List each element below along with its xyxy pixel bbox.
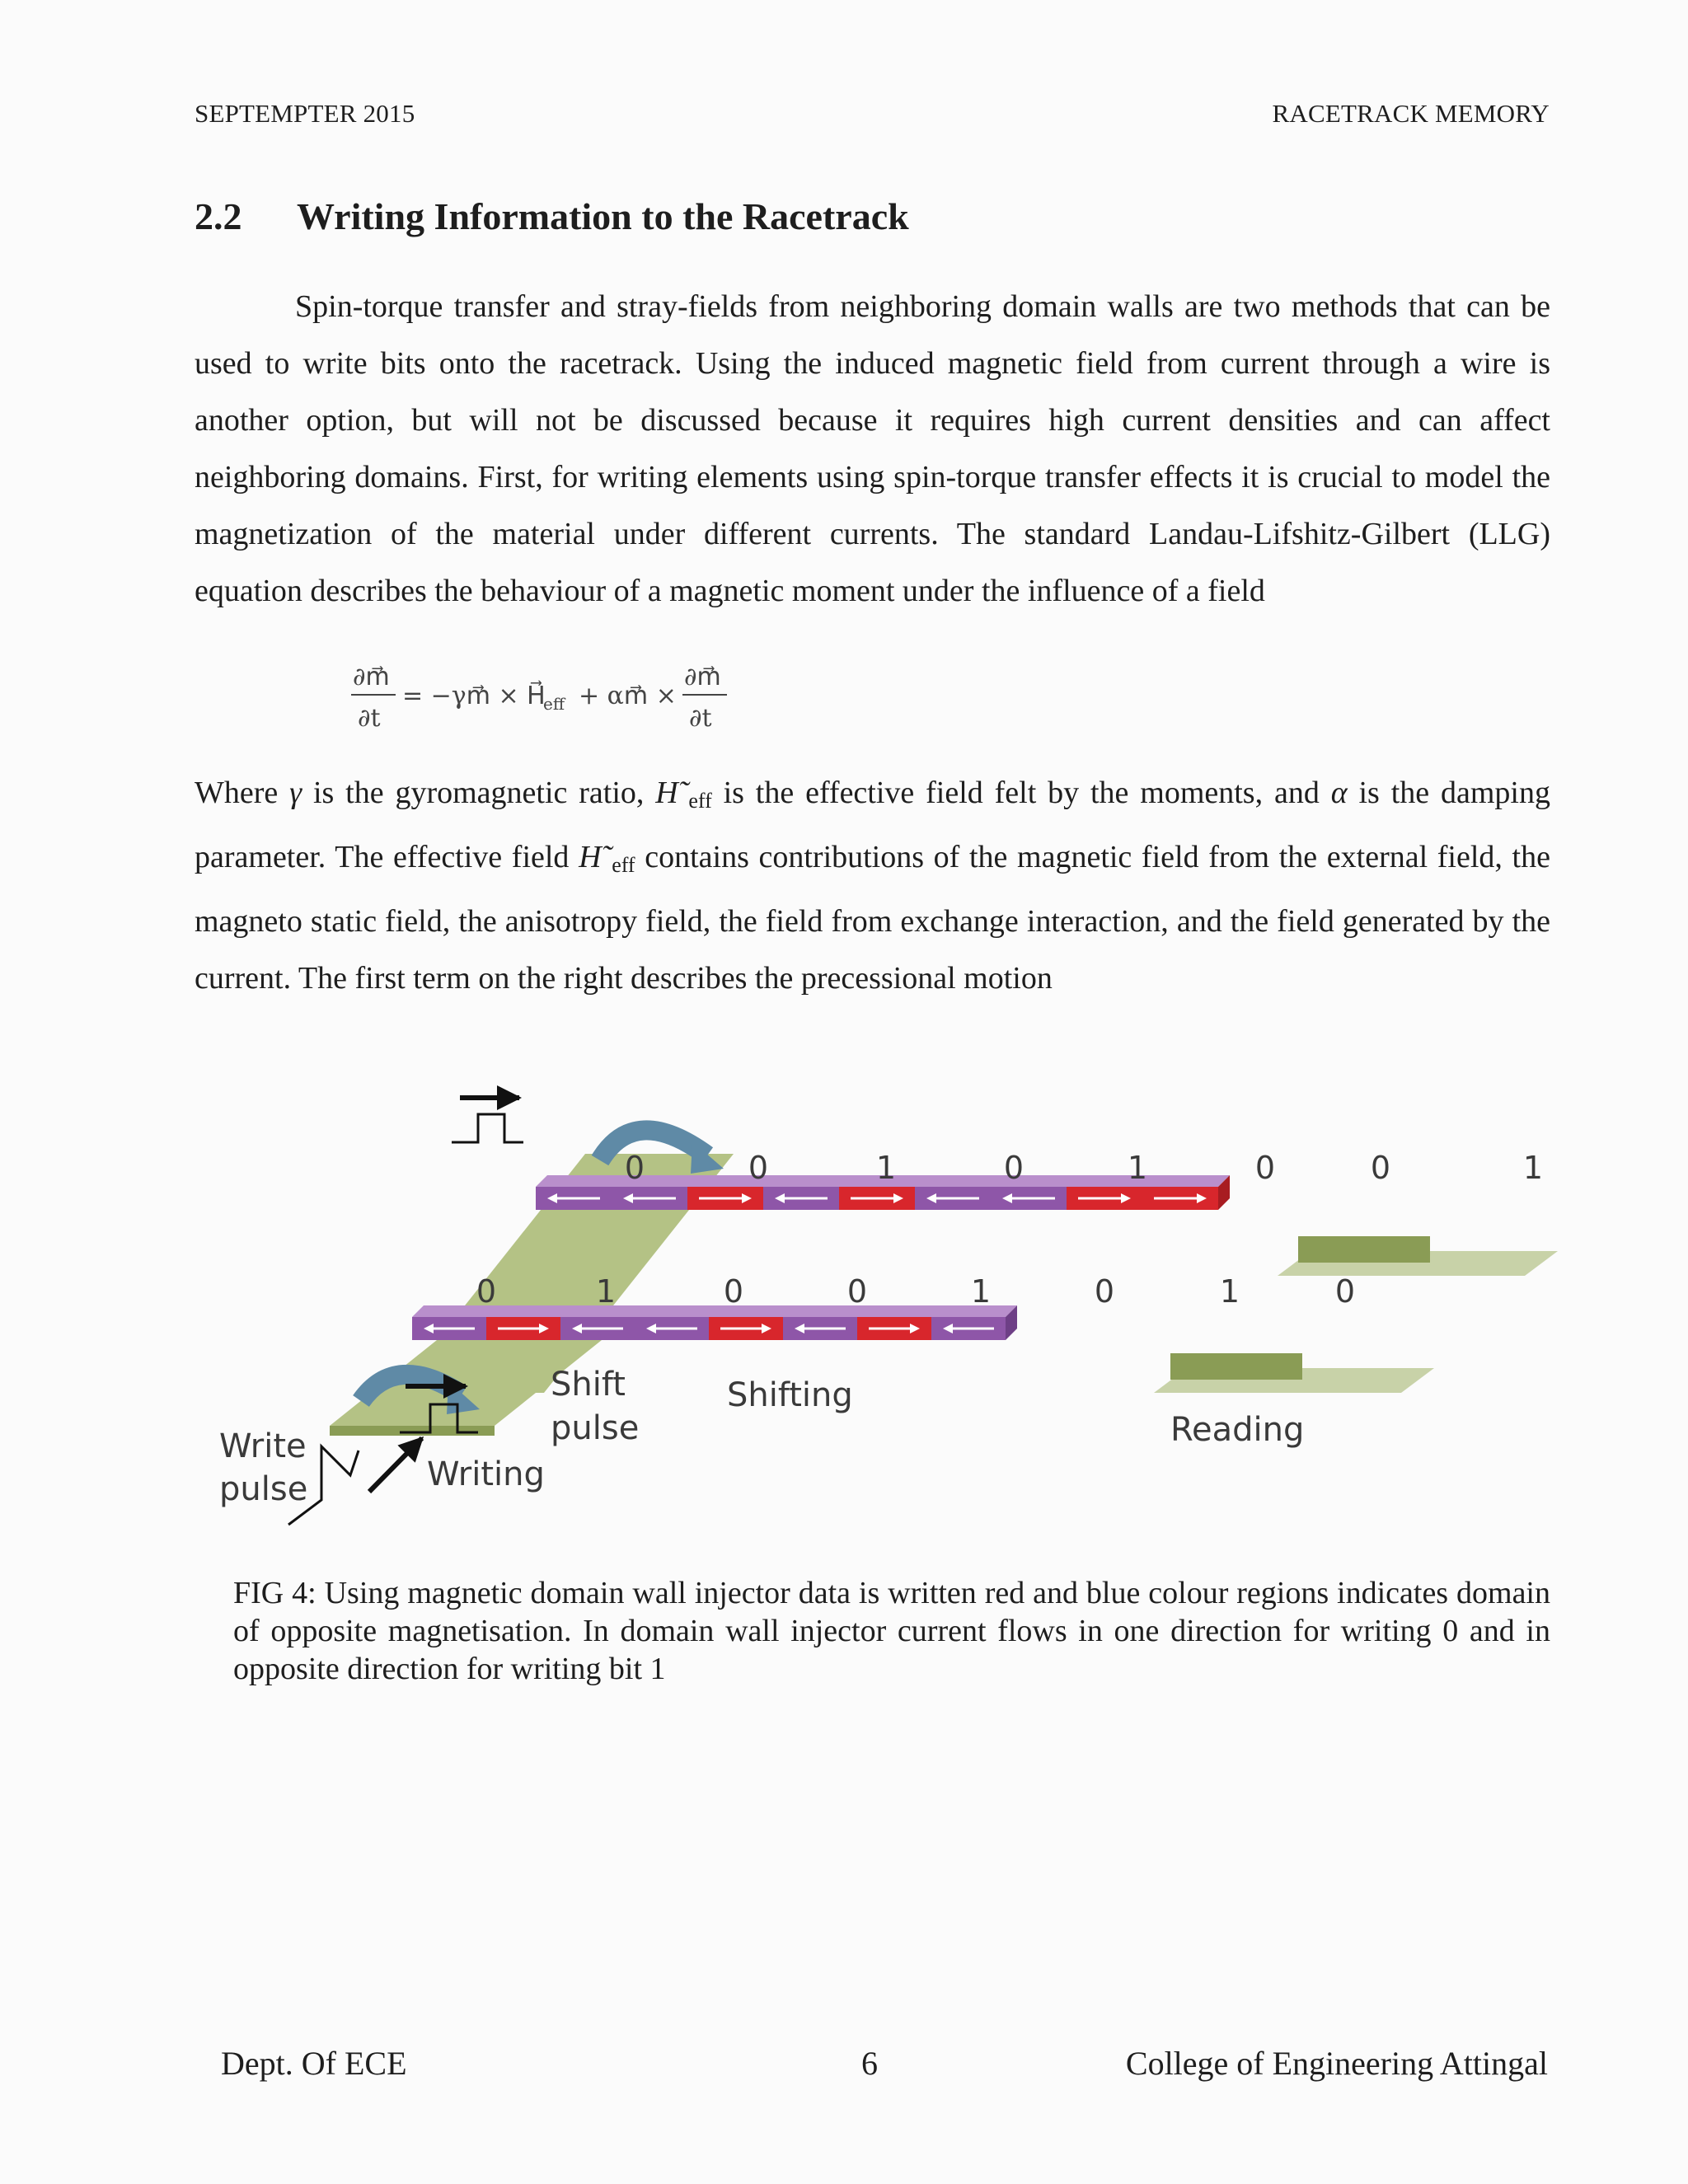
- bottom-injector-pad-edge: [330, 1426, 495, 1436]
- bottom-bit-label: 1: [970, 1273, 992, 1310]
- top-shift-pulse-icon: [452, 1114, 523, 1142]
- running-header-date: SEPTEMPTER 2015: [195, 99, 415, 128]
- section-heading: [195, 194, 909, 238]
- bottom-bit-label: 0: [476, 1273, 497, 1310]
- h-eff-symbol: H˜: [655, 776, 689, 810]
- running-header-title: RACETRACK MEMORY: [1272, 99, 1550, 128]
- bottom-bit-label: 0: [1094, 1273, 1115, 1310]
- eq-rhs-numerator: ∂m⃗: [684, 663, 721, 691]
- bottom-bit-label: 1: [1219, 1273, 1240, 1310]
- shift-pulse-label: pulse: [551, 1409, 640, 1447]
- page-number: 6: [861, 2045, 878, 2082]
- bottom-read-head: [1170, 1353, 1302, 1380]
- paragraph-effective-field: Where γ is the gyromagnetic ratio, $H˜_{eff}$ is the effective field felt by the moments, and α is the damping parameter. The effective field $H˜_{eff}$ contains contributions of the magnetic field from the external field, the magneto static field, the anisotropy field, the field from exchange interaction, and the field generated by the current. The first term on the right describes the precessional motion: [195, 776, 1550, 996]
- top-bit-label: 1: [1127, 1150, 1148, 1186]
- alpha-symbol: α: [1330, 776, 1348, 810]
- write-label: Write: [219, 1427, 307, 1465]
- top-bit-label: 0: [1370, 1150, 1391, 1186]
- paragraph-llg-intro: Spin-torque transfer and stray-fields from neighboring domain walls are two methods that can be used to write bits onto the racetrack. Using the induced magnetic field from current through a wire is another option, but will not be discussed because it requires high current densities and can affect neighboring domains. First, for writing elements using spin-torque transfer effects it is crucial to model the magnetization of the material under different currents. The standard Landau-Lifshitz-Gilbert (LLG) equation describes the behaviour of a magnetic moment under the influence of a field: [195, 289, 1550, 608]
- bottom-bit-label: 1: [595, 1273, 617, 1310]
- shifting-label: Shifting: [727, 1376, 853, 1414]
- eq-eff-subscript: eff: [543, 694, 565, 714]
- bottom-racetrack: [412, 1305, 1017, 1340]
- reading-label: Reading: [1170, 1411, 1305, 1449]
- section-title: Writing Information to the Racetrack: [297, 195, 909, 237]
- shift-label: Shift: [551, 1366, 626, 1404]
- eq-lhs-numerator: ∂m⃗: [353, 663, 390, 691]
- writing-label: Writing: [427, 1455, 545, 1493]
- section-number: 2.2: [195, 195, 242, 237]
- top-bit-label: 0: [1003, 1150, 1025, 1186]
- writing-direction-arrow: [369, 1438, 422, 1492]
- top-bit-label: 1: [1522, 1150, 1544, 1186]
- gamma-symbol: γ: [289, 776, 302, 810]
- eq-rhs-denominator: ∂t: [689, 704, 712, 733]
- h-eff-symbol: H˜: [579, 840, 612, 874]
- bottom-track-top-face: [412, 1305, 1017, 1317]
- figure-caption: FIG 4: Using magnetic domain wall injector data is written red and blue colour regions indicates domain of opposite magnetisation. In domain wall injector current flows in one direction for writing 0 and in opposite direction for writing bit 1: [233, 1576, 1550, 1686]
- write-pulse-label: pulse: [219, 1470, 308, 1508]
- top-bit-label: 0: [1254, 1150, 1276, 1186]
- top-read-head: [1298, 1236, 1430, 1263]
- footer-department: Dept. Of ECE: [221, 2045, 407, 2082]
- bottom-bit-label: 0: [846, 1273, 868, 1310]
- bottom-bit-label: 0: [1334, 1273, 1356, 1310]
- eq-middle-term: = −γm⃗ × H⃗: [402, 682, 546, 710]
- top-bit-label: 0: [624, 1150, 645, 1186]
- eq-plus-term: + αm⃗ ×: [579, 682, 677, 710]
- top-bit-label: 0: [748, 1150, 769, 1186]
- footer-college: College of Engineering Attingal: [1125, 2045, 1548, 2082]
- bottom-bit-labels: [476, 1273, 1355, 1310]
- bottom-bit-label: 0: [723, 1273, 744, 1310]
- racetrack-figure: [190, 1063, 1591, 1558]
- top-bit-label: 1: [875, 1150, 897, 1186]
- eq-lhs-denominator: ∂t: [358, 704, 381, 733]
- llg-equation: [346, 655, 775, 738]
